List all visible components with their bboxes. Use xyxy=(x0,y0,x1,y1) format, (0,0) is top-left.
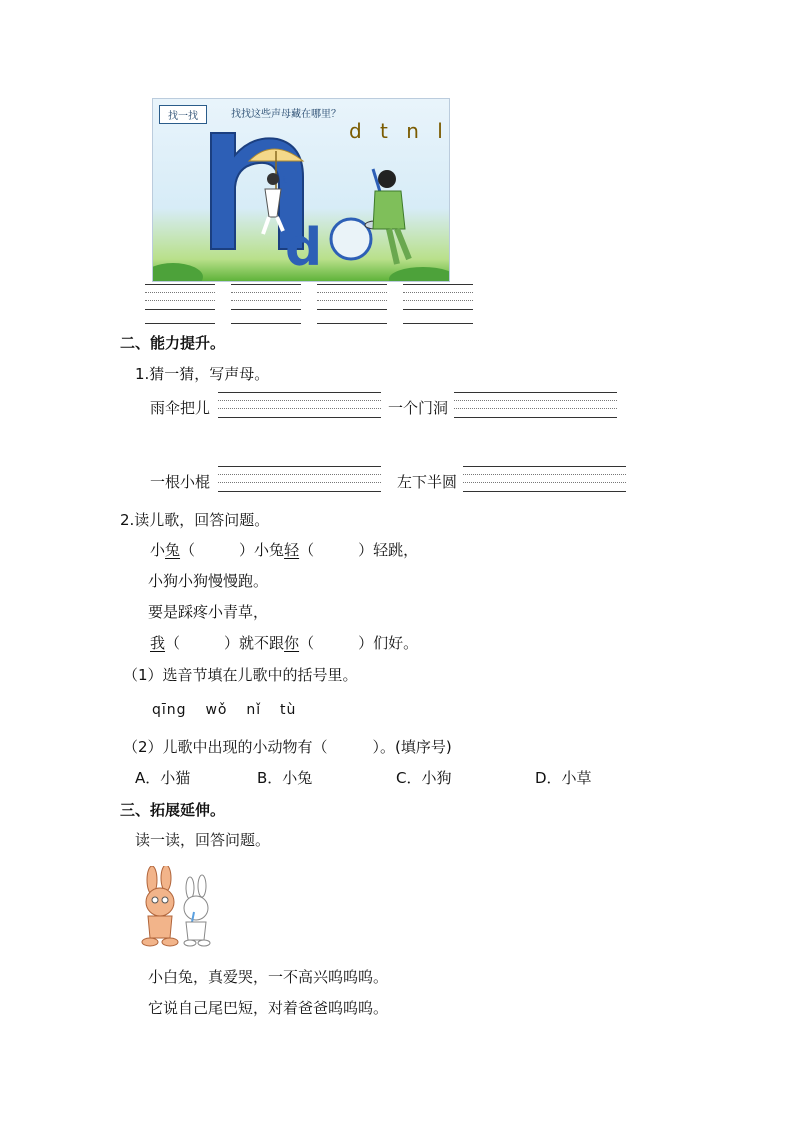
poem-underlined-word: 兔 xyxy=(165,541,181,559)
poem-paren: （ xyxy=(165,634,181,652)
letter-d: d xyxy=(285,218,323,278)
poem-paren: （ xyxy=(180,541,196,559)
poem-word: 小 xyxy=(150,541,166,559)
riddle-1-grid[interactable] xyxy=(218,392,381,418)
answer-grid-4b xyxy=(403,298,473,324)
poem-line-4 xyxy=(150,633,418,653)
letters-illustration xyxy=(152,98,450,282)
option-b[interactable]: B．小兔 xyxy=(257,769,313,787)
riddle-1: 雨伞把儿 xyxy=(150,399,211,417)
poem-underlined-word: 轻 xyxy=(284,541,300,559)
riddle-2-grid[interactable] xyxy=(454,392,617,418)
poem-underlined-word: 我 xyxy=(150,634,166,652)
option-c[interactable]: C．小狗 xyxy=(396,769,452,787)
pinyin-options xyxy=(152,702,296,718)
riddle-3-grid[interactable] xyxy=(218,466,381,492)
sub-question-2: （2）儿歌中出现的小动物有（ ）。(填序号) xyxy=(123,738,452,756)
section2-title: 二、能力提升。 xyxy=(120,334,226,352)
pinyin-tu: tù xyxy=(280,702,297,718)
pinyin-wo: wǒ xyxy=(205,702,228,718)
rabbits-illustration xyxy=(132,866,222,948)
poem-paren: （ xyxy=(299,634,315,652)
pinyin-qing: qīng xyxy=(152,702,187,718)
riddle-4-grid[interactable] xyxy=(463,466,626,492)
story-line-2: 它说自己尾巴短，对着爸爸呜呜呜。 xyxy=(148,999,389,1017)
illustration-letters: d t n l xyxy=(349,119,449,143)
poem-line-1 xyxy=(150,540,418,560)
story-line-1: 小白兔，真爱哭，一不高兴呜呜呜。 xyxy=(148,968,389,986)
riddle-2: 一个门洞 xyxy=(388,399,449,417)
poem-paren: （ xyxy=(299,541,315,559)
poem-word: ）就不跟 xyxy=(224,634,285,652)
poem-word: ）轻跳， xyxy=(358,541,419,559)
answer-grid-3b xyxy=(317,298,387,324)
answer-grid-2b xyxy=(231,298,301,324)
q1-title: 1.猜一猜，写声母。 xyxy=(135,365,270,383)
poem-word: ）小兔 xyxy=(239,541,285,559)
riddle-4: 左下半圆 xyxy=(397,473,458,491)
riddle-3: 一根小棍 xyxy=(150,473,211,491)
illustration-caption: 找找这些声母藏在哪里？ xyxy=(231,109,341,120)
poem-line-2: 小狗小狗慢慢跑。 xyxy=(148,572,269,590)
answer-grid-1b xyxy=(145,298,215,324)
find-tab-label: 找一找 xyxy=(159,105,207,124)
pinyin-ni: nǐ xyxy=(246,702,262,718)
poem-underlined-word: 你 xyxy=(284,634,300,652)
sub-question-1: （1）选音节填在儿歌中的括号里。 xyxy=(123,666,358,684)
illustration-drawing xyxy=(153,99,449,281)
section3-instruction: 读一读，回答问题。 xyxy=(135,831,271,849)
poem-line-3: 要是踩疼小青草， xyxy=(148,603,269,621)
letter-t: t xyxy=(283,175,287,186)
poem-word: ）们好。 xyxy=(358,634,419,652)
q2-title: 2.读儿歌，回答问题。 xyxy=(120,511,270,529)
option-a[interactable]: A．小猫 xyxy=(135,769,191,787)
option-d[interactable]: D．小草 xyxy=(535,769,592,787)
section3-title: 三、拓展延伸。 xyxy=(120,801,226,819)
